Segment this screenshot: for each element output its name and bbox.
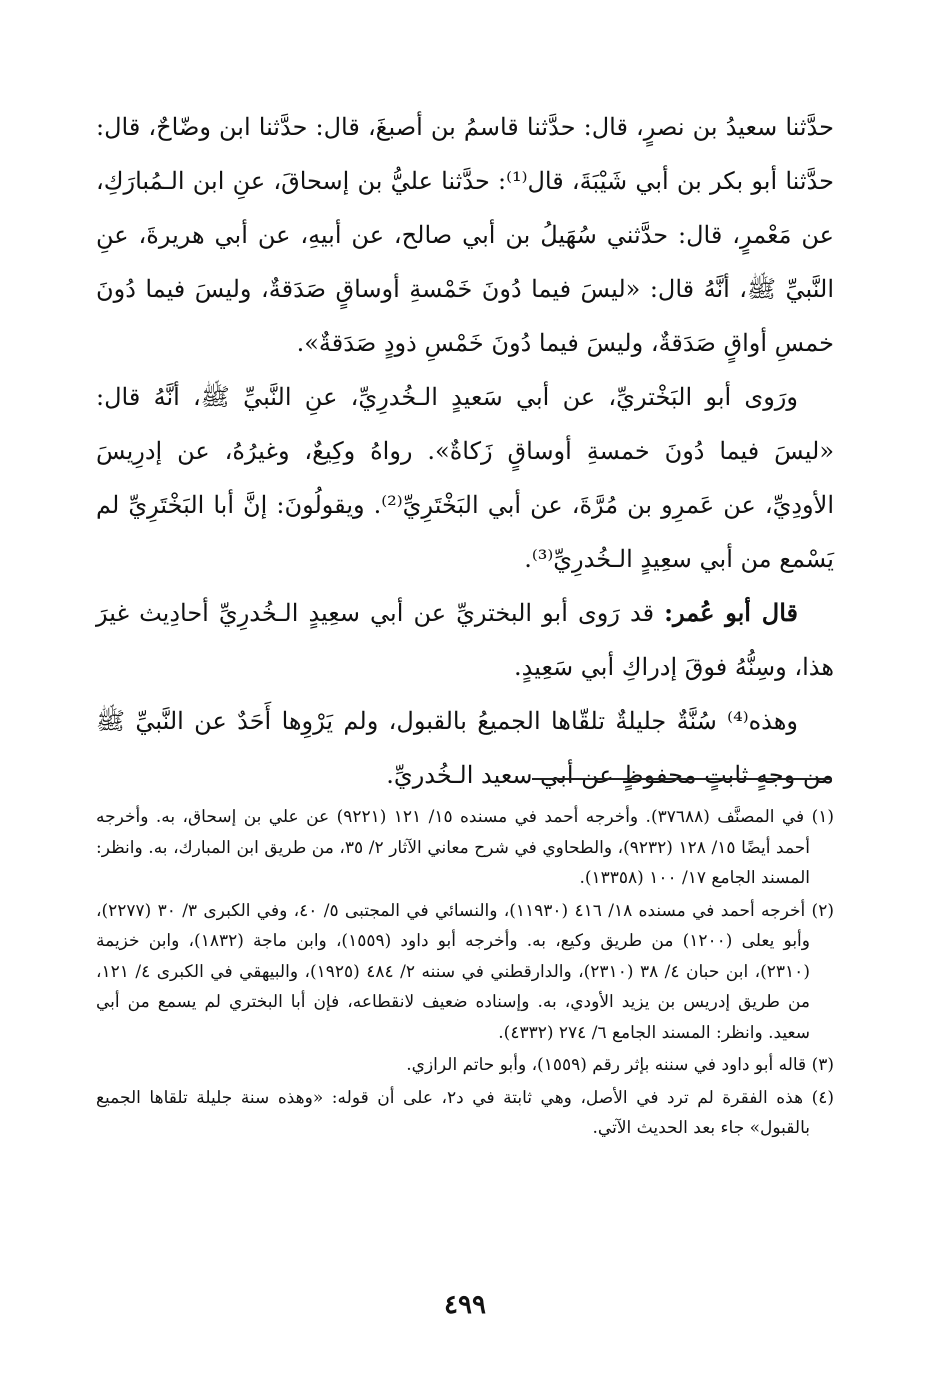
paragraph-bakhtari: ورَوى أبو البَخْتريِّ، عن أبي سَعيدٍ الـخُدرِيِّ، عنِ النَّبيِّ ﷺ، أنَّهُ قال: «ليسَ فيما دُونَ خمسةِ أوساقٍ زَكاةٌ». رواهُ وكِيعٌ، وغيرُهُ، عن إدرِيسَ الأودِيِّ، عن عَمرِو بن مُرَّةَ، عن أبي البَخْتَرِيِّ⁽²⁾. ويقولُونَ: إنَّ أبا البَخْتَرِيِّ لم يَسْمع من أبي سعِيدٍ الـخُدرِيِّ⁽³⁾. <box>96 383 834 573</box>
page-number: ٤٩٩ <box>444 1290 486 1320</box>
footnote-1: (١) في المصنَّف (٣٧٦٨٨). وأخرجه أحمد في مسنده ١٥/ ١٢١ (٩٢٢١) عن علي بن إسحاق، به. وأخرجه أحمد أيضًا ١٥/ ١٢٨ (٩٢٣٢)، والطحاوي في شرح معاني الآثار ٢/ ٣٥، من طريق ابن المبارك، به. وانظر: المسند الجامع ١٧/ ١٠٠ (١٣٣٥٨). <box>96 807 834 888</box>
footnote-4: (٤) هذه الفقرة لم ترد في الأصل، وهي ثابتة في د٢، على أن قوله: «وهذه سنة جليلة تلقاها الجميع بالقبول» جاء بعد الحديث الآتي. <box>96 1087 834 1138</box>
paragraph-abu-umar <box>96 586 834 694</box>
footnote-3: (٣) قاله أبو داود في سننه بإثر رقم (١٥٥٩)، وأبو حاتم الرازي. <box>406 1055 834 1075</box>
paragraph-isnad: حدَّثنا سعيدُ بن نصرٍ، قال: حدَّثنا قاسمُ بن أصبغَ، قال: حدَّثنا ابن وضّاحٌ، قال: حدَّثنا أبو بكر بن أبي شَيْبَةَ، قال⁽¹⁾: حدَّثنا عليُّ بن إسحاقَ، عنِ ابن الـمُبارَكِ، عن مَعْمرٍ، قال: حدَّثني سُهَيلُ بن أبي صالح، عن أبيهِ، عن أبي هريرةَ، عنِ النَّبيِّ ﷺ، أنَّهُ قال: «ليسَ فيما دُونَ خَمْسةِ أوساقٍ صَدَقةٌ، وليسَ فيما دُونَ خمسِ أواقٍ صَدَقةٌ، وليسَ فيما دُونَ خَمْسِ ذودٍ صَدَقةٌ». <box>96 113 834 357</box>
footnotes <box>96 802 834 1146</box>
main-text <box>96 100 834 802</box>
paragraph-abu-umar-rest: قد رَوى أبو البختريِّ عن أبي سعِيدٍ الـخُدرِيِّ أحادِيث غيرَ هذا، وسِنُّهُ فوقَ إدراكِ أبي سَعِيدٍ. <box>96 599 834 681</box>
footnote-2: (٢) أخرجه أحمد في مسنده ١٨/ ٤١٦ (١١٩٣٠)، والنسائي في المجتبى ٥/ ٤٠، وفي الكبرى ٣/ ٣٠ (٢٢٧٧)، وأبو يعلى (١٢٠٠) من طريق وكيع، به. وأخرجه أبو داود (١٥٥٩)، وابن ماجة (١٨٣٢)، وابن خزيمة (٢٣١٠)، ابن حبان ٤/ ٣٨ (٢٣١٠)، والدارقطني في سننه ٢/ ٤٨٤ (١٩٢٥)، والبيهقي في الكبرى ٤/ ١٢١، من طريق إدريس بن يزيد الأودي، به. وإسناده ضعيف لانقطاعه، فإن أبا البختري لم يسمع من أبي سعيد. وانظر: المسند الجامع ٦/ ٢٧٤ (٤٣٣٢). <box>96 900 834 1043</box>
paragraph-abu-umar-lead: قال أبو عُمر: <box>664 598 798 627</box>
footnote-separator <box>532 778 832 780</box>
paragraph-sunna: وهذه⁽⁴⁾ سُنَّةٌ جليلةٌ تلقّاها الجميعُ بالقبول، ولم يَرْوِها أَحَدٌ عن النَّبيِّ ﷺ من وجهٍ ثابتٍ محفوظٍ عن أبي سعيد الـخُدريِّ. <box>96 707 834 789</box>
